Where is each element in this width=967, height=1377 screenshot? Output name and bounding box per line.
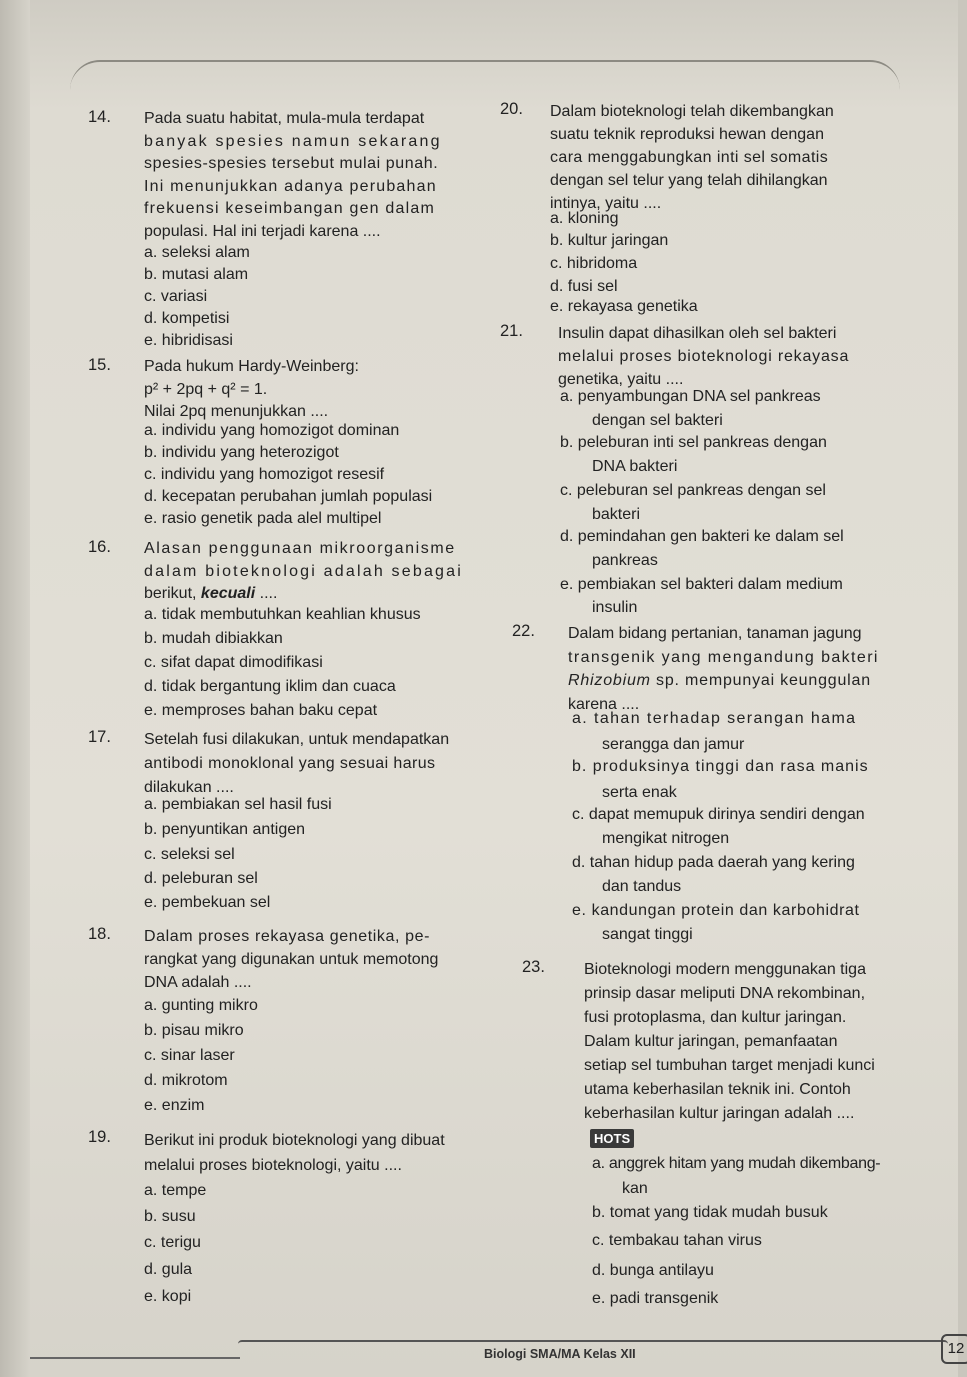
option-a-cont: serangga dan jamur [602,736,745,753]
question-number: 18. [88,925,111,943]
emphasis-word: kecuali [200,585,256,602]
question-number: 14. [88,108,111,126]
option-c: c. peleburan sel pankreas dengan sel [560,482,826,499]
question-text: Insulin dapat dihasilkan oleh sel bakteri melalui proses bioteknologi rekayasa genetika, yaitu .... [558,325,850,388]
option-a: a. tahan terhadap serangan hama [572,710,857,727]
question-number: 19. [88,1128,111,1146]
option-b: b. tomat yang tidak mudah busuk [592,1204,828,1221]
option-a: a. pembiakan sel hasil fusi [144,796,332,813]
option-c: c. seleksi sel [144,846,235,863]
option-b-cont: DNA bakteri [592,458,678,475]
option-d: d. bunga antilayu [592,1262,714,1279]
question-text: Dalam bioteknologi telah dikembangkan suatu teknik reproduksi hewan dengan cara menggabungkan inti sel somatis dengan sel telur yang telah dihilangkan intinya, yaitu .... [550,103,834,212]
question-text: Pada hukum Hardy-Weinberg: p² + 2pq + q² = 1. Nilai 2pq menunjukkan .... [144,358,359,420]
option-e: e. hibridisasi [144,332,233,349]
option-b: b. mudah dibiakkan [144,630,283,647]
option-b: b. peleburan inti sel pankreas dengan [560,434,827,451]
footer-rule [30,1357,240,1359]
option-d: d. gula [144,1261,193,1278]
question-number: 21. [500,322,523,340]
page-number: 12 [941,1334,967,1364]
question-text: Setelah fusi dilakukan, untuk mendapatkan antibodi monoklonal yang sesuai harus dilakukan .... [144,731,450,796]
option-a: a. seleksi alam [144,244,250,261]
option-b-cont: serta enak [602,784,677,801]
option-e-cont: sangat tinggi [602,926,693,943]
question-text: Dalam proses rekayasa genetika, pe- rangkat yang digunakan untuk memotong DNA adalah .... [144,928,439,991]
question-number: 20. [500,100,523,118]
option-d: d. fusi sel [550,278,618,295]
option-b: b. susu [144,1208,196,1225]
option-e: e. pembiakan sel bakteri dalam medium [560,576,843,593]
question-number: 17. [88,728,111,746]
header-decoration [70,60,900,92]
question-text: Pada suatu habitat, mula-mula terdapat banyak spesies namun sekarang spesies-spesies tersebut mulai punah. Ini menunjukkan adanya perubahan frekuensi keseimbangan gen dalam populasi. Hal ini terjadi karena .... [144,110,442,240]
question-text: Alasan penggunaan mikroorganisme dalam bioteknologi adalah sebagai berikut, kecuali .... [144,540,464,602]
option-b: b. individu yang heterozigot [144,444,339,461]
option-b: b. pisau mikro [144,1022,244,1039]
option-e: e. kopi [144,1288,192,1305]
footer-book-title: Biologi SMA/MA Kelas XII [484,1347,636,1361]
option-c: c. sifat dapat dimodifikasi [144,654,323,671]
option-a: a. tidak membutuhkan keahlian khusus [144,606,421,623]
option-c: c. individu yang homozigot resesif [144,466,385,483]
option-a: a. gunting mikro [144,997,258,1014]
option-a: a. anggrek hitam yang mudah dikembang- [592,1155,881,1172]
option-a: a. kloning [550,210,619,227]
option-e: e. kandungan protein dan karbohidrat [572,902,860,919]
option-b: b. mutasi alam [144,266,249,283]
book-spine-shadow [0,0,30,1377]
option-a: a. tempe [144,1182,207,1199]
option-d: d. pemindahan gen bakteri ke dalam sel [560,528,844,545]
page-edge [958,0,967,1377]
question-number: 22. [512,622,535,640]
question-number: 23. [522,958,545,976]
option-d: d. kecepatan perubahan jumlah populasi [144,488,433,505]
option-e: e. rekayasa genetika [550,298,698,315]
option-e: e. padi transgenik [592,1290,719,1307]
option-d: d. tahan hidup pada daerah yang kering [572,854,855,871]
option-a: a. penyambungan DNA sel pankreas [560,388,821,405]
option-e: e. pembekuan sel [144,894,271,911]
option-c: c. dapat memupuk dirinya sendiri dengan [572,806,865,823]
option-e-cont: insulin [592,599,638,616]
option-c-cont: bakteri [592,506,641,523]
option-a-cont: kan [622,1180,648,1197]
option-c: c. terigu [144,1234,201,1251]
hots-badge: HOTS [590,1129,634,1148]
option-b: b. penyuntikan antigen [144,821,306,838]
option-d: d. peleburan sel [144,870,258,887]
question-text: Bioteknologi modern menggunakan tiga prinsip dasar meliputi DNA rekombinan, fusi protoplasma, dan kultur jaringan. Dalam kultur jaringan, pemanfaatan setiap sel tumbuhan target menjadi kunci utama keberhasilan teknik ini. Contoh keberhasilan kultur jaringan adalah .... [584,961,875,1122]
option-b: b. kultur jaringan [550,232,669,249]
option-d-cont: dan tandus [602,878,682,895]
question-number: 15. [88,356,111,374]
question-number: 16. [88,538,111,556]
option-c: c. hibridoma [550,255,638,272]
question-text-rest: sp. mempunyai keunggulan [650,672,871,689]
option-a-cont: dengan sel bakteri [592,412,723,429]
option-b: b. produksinya tinggi dan rasa manis [572,758,869,775]
option-d: d. kompetisi [144,310,230,327]
option-d: d. mikrotom [144,1072,228,1089]
option-d: d. tidak bergantung iklim dan cuaca [144,678,396,695]
question-text: Dalam bidang pertanian, tanaman jagung transgenik yang mengandung bakteri Rhizobium sp. mempunyai keunggulan karena .... [568,625,879,713]
option-c: c. variasi [144,288,208,305]
option-c: c. tembakau tahan virus [592,1232,762,1249]
genus-name: Rhizobium [568,672,651,689]
option-c-cont: mengikat nitrogen [602,830,730,847]
option-a: a. individu yang homozigot dominan [144,422,400,439]
option-e: e. memproses bahan baku cepat [144,702,378,719]
question-text: Berikut ini produk bioteknologi yang dibuat melalui proses bioteknologi, yaitu .... [144,1132,445,1174]
option-e: e. rasio genetik pada alel multipel [144,510,382,527]
option-c: c. sinar laser [144,1047,235,1064]
option-d-cont: pankreas [592,552,658,569]
option-e: e. enzim [144,1097,205,1114]
